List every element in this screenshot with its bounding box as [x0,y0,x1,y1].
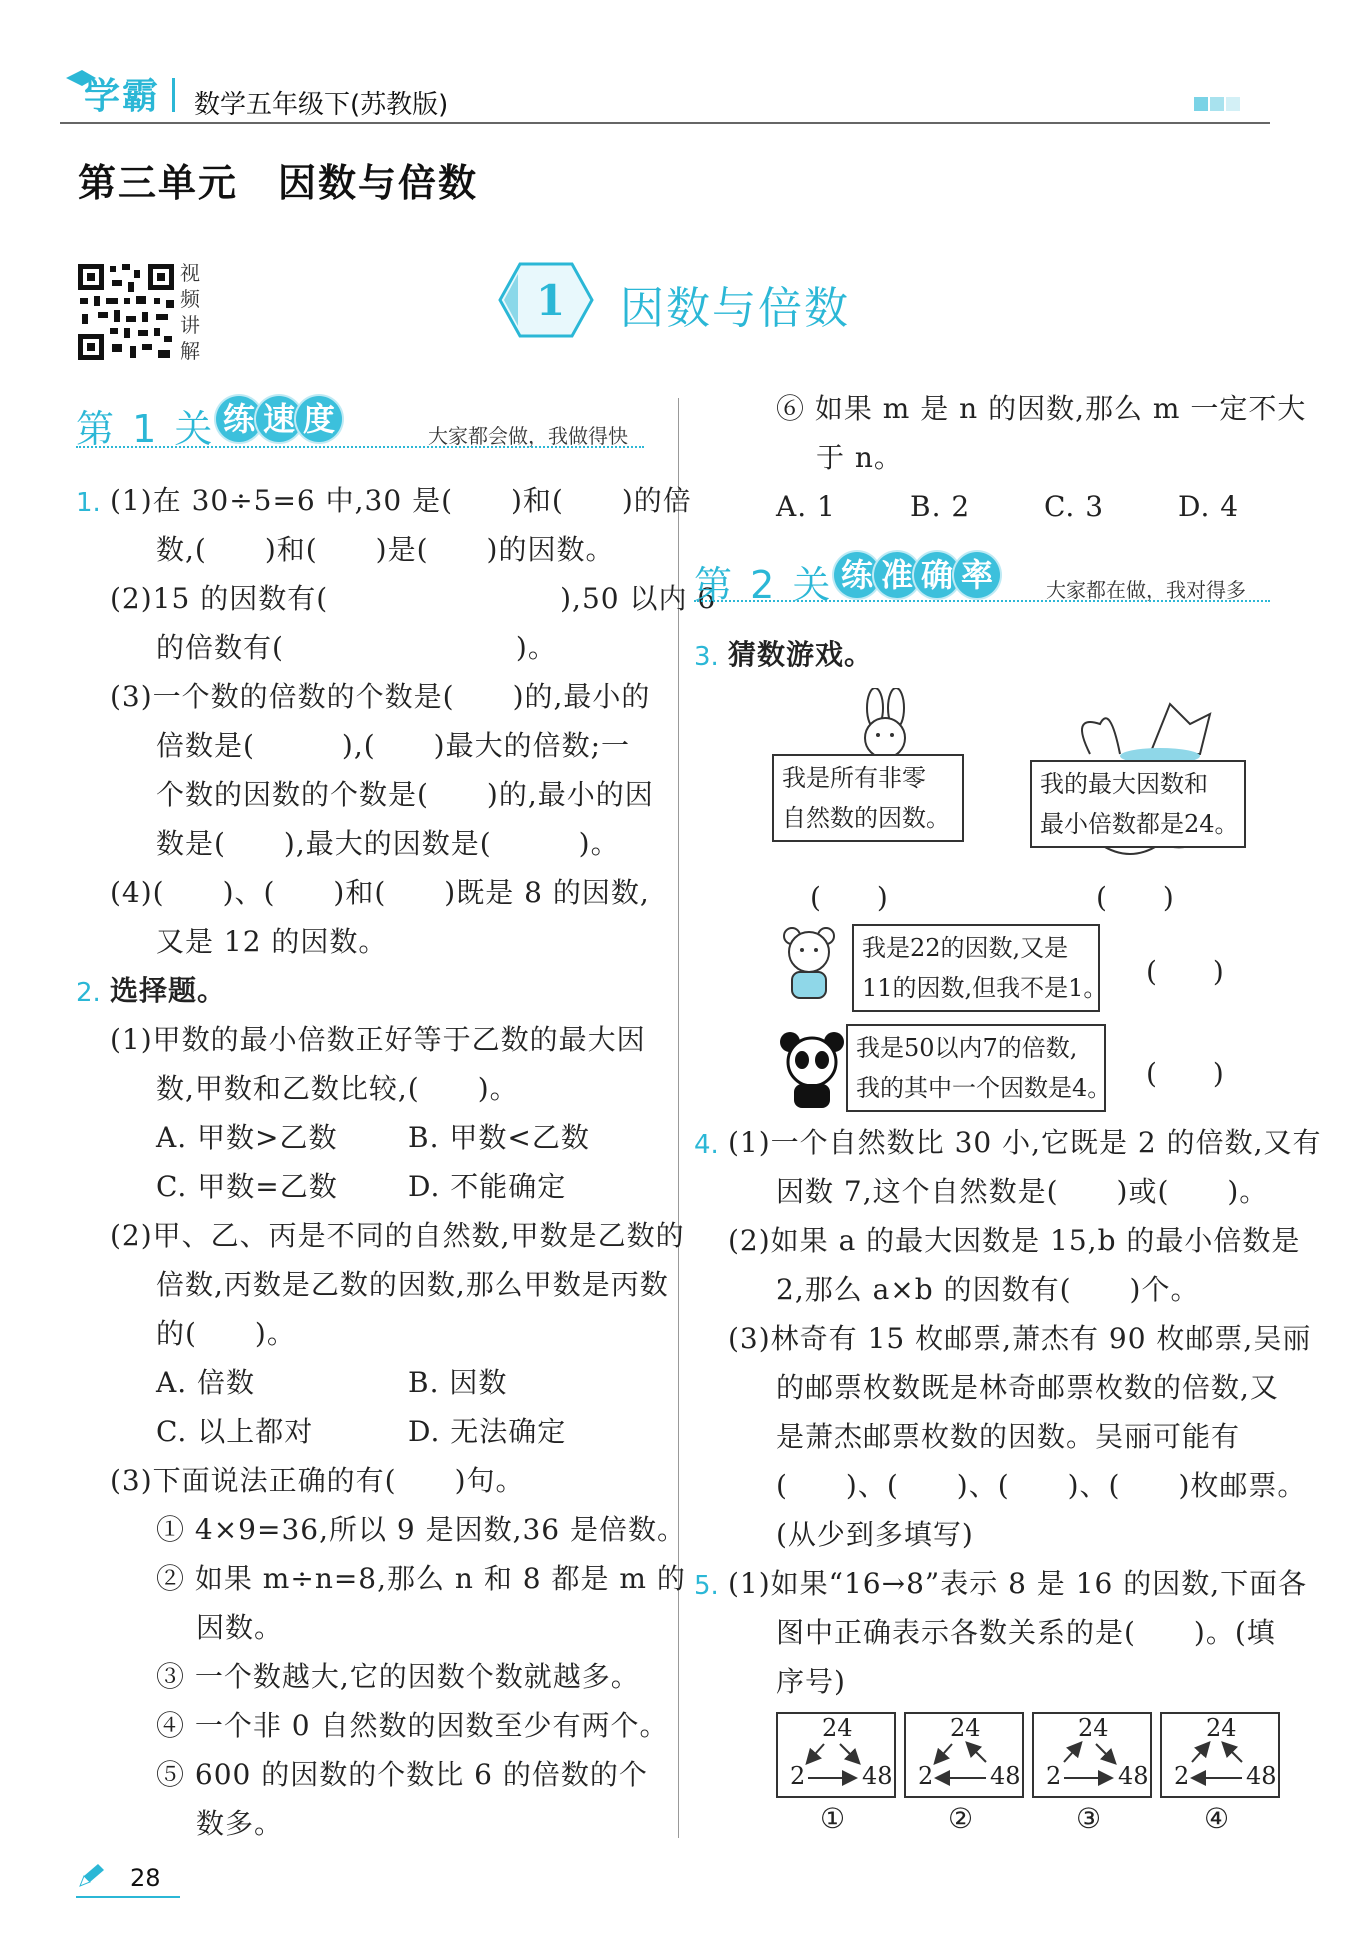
q2-line: (2)甲、乙、丙是不同的自然数,甲数是乙数的 [110,1219,685,1252]
stage2-badge: 练 准 确 率 [834,552,994,598]
q2-statement: ① 4×9=36,所以 9 是因数,36 是倍数。 [156,1513,687,1546]
q3-number: 3. [694,642,719,672]
stage2-title: 第 2 关 [694,563,834,607]
rabbit-icon [830,688,940,760]
answer-blank[interactable]: ( ) [1096,881,1174,914]
q2-option: A. 甲数>乙数 [156,1121,338,1154]
q4-line: 因数 7,这个自然数是( )或( )。 [776,1175,1269,1208]
diagram-2[interactable] [904,1712,1024,1798]
page-number: 28 [130,1864,161,1892]
q5-diagrams [776,1712,1282,1836]
diagram-arrows [1034,1714,1150,1796]
q2-line: 的( )。 [156,1317,296,1350]
q4-line: (从少到多填写) [776,1518,974,1551]
q2-option: D. 不能确定 [408,1170,567,1203]
q4-line: (2)如果 a 的最大因数是 15,b 的最小倍数是 [728,1224,1301,1257]
q1-number: 1. [76,488,101,518]
q1-line: 个数的因数的个数是( )的,最小的因 [156,778,654,811]
q2-option: B. 因数 [408,1366,508,1399]
diagram-label: ④ [1204,1802,1230,1835]
q2-statement: ⑤ 600 的因数的个数比 6 的倍数的个 [156,1758,648,1791]
q2-option: C. 以上都对 [156,1415,314,1448]
q2-statement: ③ 一个数越大,它的因数个数就越多。 [156,1660,640,1693]
q2-line: 倍数,丙数是乙数的因数,那么甲数是丙数 [156,1268,669,1301]
q1-line: 又是 12 的因数。 [156,925,388,958]
diagram-top-number: 24 [950,1714,981,1742]
q2-statement: ④ 一个非 0 自然数的因数至少有两个。 [156,1709,669,1742]
stage1-title: 第 1 关 [76,407,216,451]
q1-line: (4)( )、( )和( )既是 8 的因数, [110,876,650,909]
diagram-right-number: 48 [990,1762,1021,1790]
stage1-slogan: 大家都会做，我做得快 [428,424,628,448]
panda-icon [774,1028,850,1112]
q2-option: B. 2 [910,490,971,523]
q4-line: (1)一个自然数比 30 小,它既是 2 的倍数,又有 [728,1126,1322,1159]
stage2-slogan: 大家都在做，我对得多 [1046,578,1246,602]
stage1-badge: 练 速 度 [216,396,336,442]
diagram-3[interactable] [1032,1712,1152,1798]
q4-number: 4. [694,1130,719,1160]
diagram-right-number: 48 [862,1762,893,1790]
q5-line: 图中正确表示各数关系的是( )。(填 [776,1616,1276,1649]
diagram-label: ② [948,1802,974,1835]
diagram-arrows [778,1714,894,1796]
q1-line: 数,( )和( )是( )的因数。 [156,533,615,566]
q4-line: 是萧杰邮票枚数的因数。吴丽可能有 [776,1420,1241,1453]
lesson-number: 1 [536,276,566,325]
stage1-underline [76,446,644,448]
q2-option: D. 无法确定 [408,1415,567,1448]
answer-blank[interactable]: ( ) [810,881,888,914]
q4-line: ( )、( )、( )、( )枚邮票。 [776,1469,1307,1502]
diagram-top-number: 24 [1078,1714,1109,1742]
header-rule [60,122,1270,124]
q1-line: 数是( ),最大的因数是( )。 [156,827,620,860]
unit-title: 第三单元 因数与倍数 [78,160,479,205]
q2-option: C. 甲数=乙数 [156,1170,338,1203]
q2-line: (1)甲数的最小倍数正好等于乙数的最大因 [110,1023,646,1056]
diagram-left-number: 2 [790,1762,806,1790]
q2-statement: 因数。 [196,1611,284,1644]
answer-blank[interactable]: ( ) [1146,1057,1224,1090]
diagram-left-number: 2 [918,1762,934,1790]
diagram-1[interactable] [776,1712,896,1798]
diagram-left-number: 2 [1174,1762,1190,1790]
stage2-underline [694,600,1270,602]
diagram-left-number: 2 [1046,1762,1062,1790]
answer-blank[interactable]: ( ) [1146,955,1224,988]
lesson-title: 因数与倍数 [620,283,850,334]
header [60,60,1280,126]
footer-rule [76,1896,180,1898]
q4-line: 的邮票枚数既是林奇邮票枚数的倍数,又 [776,1371,1279,1404]
q1-line: (1)在 30÷5=6 中,30 是( )和( )的倍 [110,484,692,517]
q2-option: D. 4 [1178,490,1240,523]
logo-divider [172,78,175,112]
diagram-label: ① [820,1802,846,1835]
diagram-arrows [906,1714,1022,1796]
q2-statement: 数多。 [196,1807,284,1840]
header-squares [1194,96,1240,115]
q2-number: 2. [76,978,101,1008]
q1-line: 倍数是( ),( )最大的倍数;一 [156,729,631,762]
diagram-right-number: 48 [1246,1762,1277,1790]
book-title: 数学五年级下(苏教版) [194,90,449,120]
q5-line: 序号) [776,1665,846,1698]
q5-line: (1)如果“16→8”表示 8 是 16 的因数,下面各 [728,1567,1308,1600]
q2-statement: ② 如果 m÷n=8,那么 n 和 8 都是 m 的 [156,1562,686,1595]
fox-speech-bubble: 我的最大因数和 最小倍数都是24。 [1030,760,1246,848]
pencil-icon [76,1862,106,1890]
rabbit-speech-bubble: 我是所有非零 自然数的因数。 [772,754,964,842]
diagram-label: ③ [1076,1802,1102,1835]
bear-speech-bubble: 我是22的因数,又是 11的因数,但我不是1。 [852,924,1100,1012]
diagram-4[interactable] [1160,1712,1280,1798]
diagram-arrows [1162,1714,1278,1796]
q5-number: 5. [694,1571,719,1601]
q2-option: A. 倍数 [156,1366,256,1399]
q2-statement: ⑥ 如果 m 是 n 的因数,那么 m 一定不大 [776,392,1307,425]
q1-line: (2)15 的因数有( ),50 以内 6 [110,582,717,615]
q3-title: 猜数游戏。 [728,638,874,671]
q2-line: 数,甲数和乙数比较,( )。 [156,1072,519,1105]
q1-line: (3)一个数的倍数的个数是( )的,最小的 [110,680,651,713]
q2-statement: 于 n。 [816,441,903,474]
panda-speech-bubble: 我是50以内7的倍数, 我的其中一个因数是4。 [846,1024,1106,1112]
q2-option: C. 3 [1044,490,1105,523]
q2-title: 选择题。 [110,974,227,1007]
diagram-right-number: 48 [1118,1762,1149,1790]
qr-label: 视 频 讲 解 [180,261,200,363]
bear-icon [770,922,850,1008]
q4-line: 2,那么 a×b 的因数有( )个。 [776,1273,1200,1306]
qr-code[interactable] [76,262,176,362]
q2-line: (3)下面说法正确的有( )句。 [110,1464,525,1497]
q2-option: A. 1 [776,490,836,523]
q2-option: B. 甲数<乙数 [408,1121,590,1154]
diagram-top-number: 24 [1206,1714,1237,1742]
q4-line: (3)林奇有 15 枚邮票,萧杰有 90 枚邮票,吴丽 [728,1322,1312,1355]
q1-line: 的倍数有( )。 [156,631,557,664]
diagram-top-number: 24 [822,1714,853,1742]
logo: 学霸 [84,76,161,117]
